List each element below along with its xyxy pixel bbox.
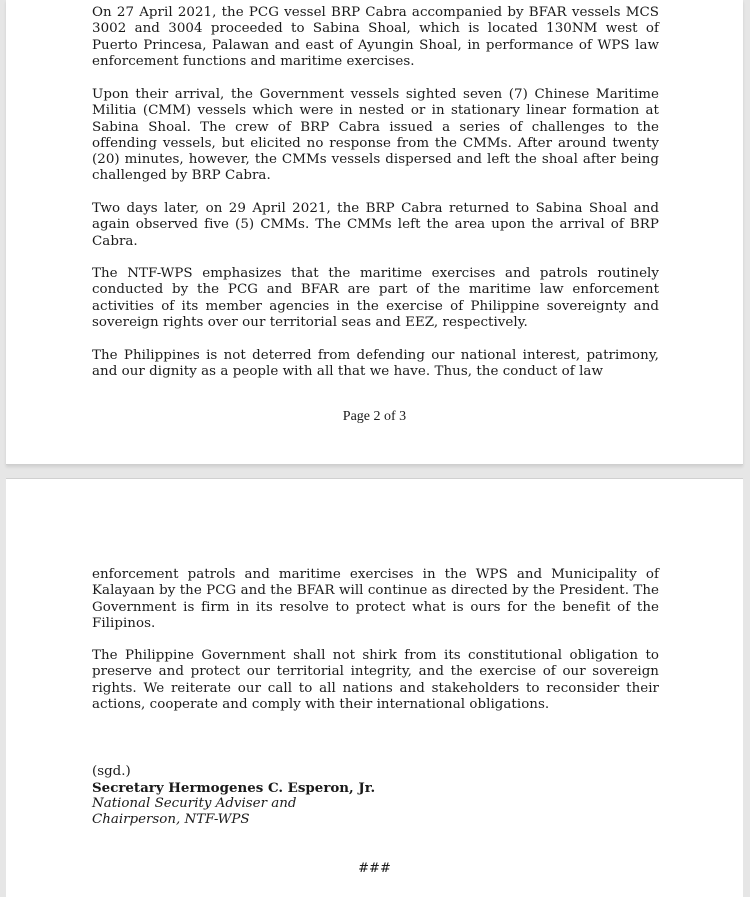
signatory-name: Secretary Hermogenes C. Esperon, Jr.: [92, 780, 376, 796]
document-page-3: [6, 478, 743, 897]
document-page-2: [6, 0, 743, 465]
signatory-title-line1: National Security Adviser and: [92, 796, 297, 811]
paragraph-cmm-sighting: Upon their arrival, the Government vessels sighted seven (7) Chinese Maritime Militia (CMM) vessels which were in nested or in stationary linear formation at Sabina Shoal. The crew of BRP Cabra issued a series of challenges to the offending vessels, but elicited no response from the CMMs. After around twenty (20) minutes, however, the CMMs vessels dispersed and left the shoal after being challenged by BRP Cabra.: [92, 87, 659, 184]
paragraph-not-deterred: The Philippines is not deterred from defending our national interest, patrimony, and our dignity as a people with all that we have. Thus, the conduct of law: [92, 348, 659, 380]
page-number-footer: Page 2 of 3: [342, 409, 407, 424]
paragraph-ntf-wps-emphasis: The NTF-WPS emphasizes that the maritime exercises and patrols routinely conducted by the PCG and BFAR are part of the maritime law enforcement activities of its member agencies in the exercise of Philippine sovereignty and sovereign rights over our territorial seas and EEZ, respectively.: [92, 266, 659, 330]
paragraph-return-visit: Two days later, on 29 April 2021, the BRP Cabra returned to Sabina Shoal and again observed five (5) CMMs. The CMMs left the area upon the arrival of BRP Cabra.: [92, 201, 659, 249]
paragraph-enforcement-continuation: enforcement patrols and maritime exercises in the WPS and Municipality of Kalayaan by the PCG and the BFAR will continue as directed by the President. The Government is firm in its resolve to protect what is ours for the benefit of the Filipinos.: [92, 567, 659, 631]
paragraph-constitutional-obligation: The Philippine Government shall not shirk from its constitutional obligation to preserve and protect our territorial integrity, and the exercise of our sovereign rights. We reiterate our call to all nations and stakeholders to reconsider their actions, cooperate and comply with their international obligations.: [92, 648, 659, 712]
paragraph-sabina-shoal-patrol: On 27 April 2021, the PCG vessel BRP Cabra accompanied by BFAR vessels MCS 3002 and 3004 proceeded to Sabina Shoal, which is located 130NM west of Puerto Princesa, Palawan and east of Ayungin Shoal, in performance of WPS law enforcement functions and maritime exercises.: [92, 5, 659, 69]
signatory-title-line2: Chairperson, NTF-WPS: [92, 812, 250, 827]
sgd-label: (sgd.): [92, 764, 131, 779]
end-of-document-mark: ###: [358, 861, 391, 876]
